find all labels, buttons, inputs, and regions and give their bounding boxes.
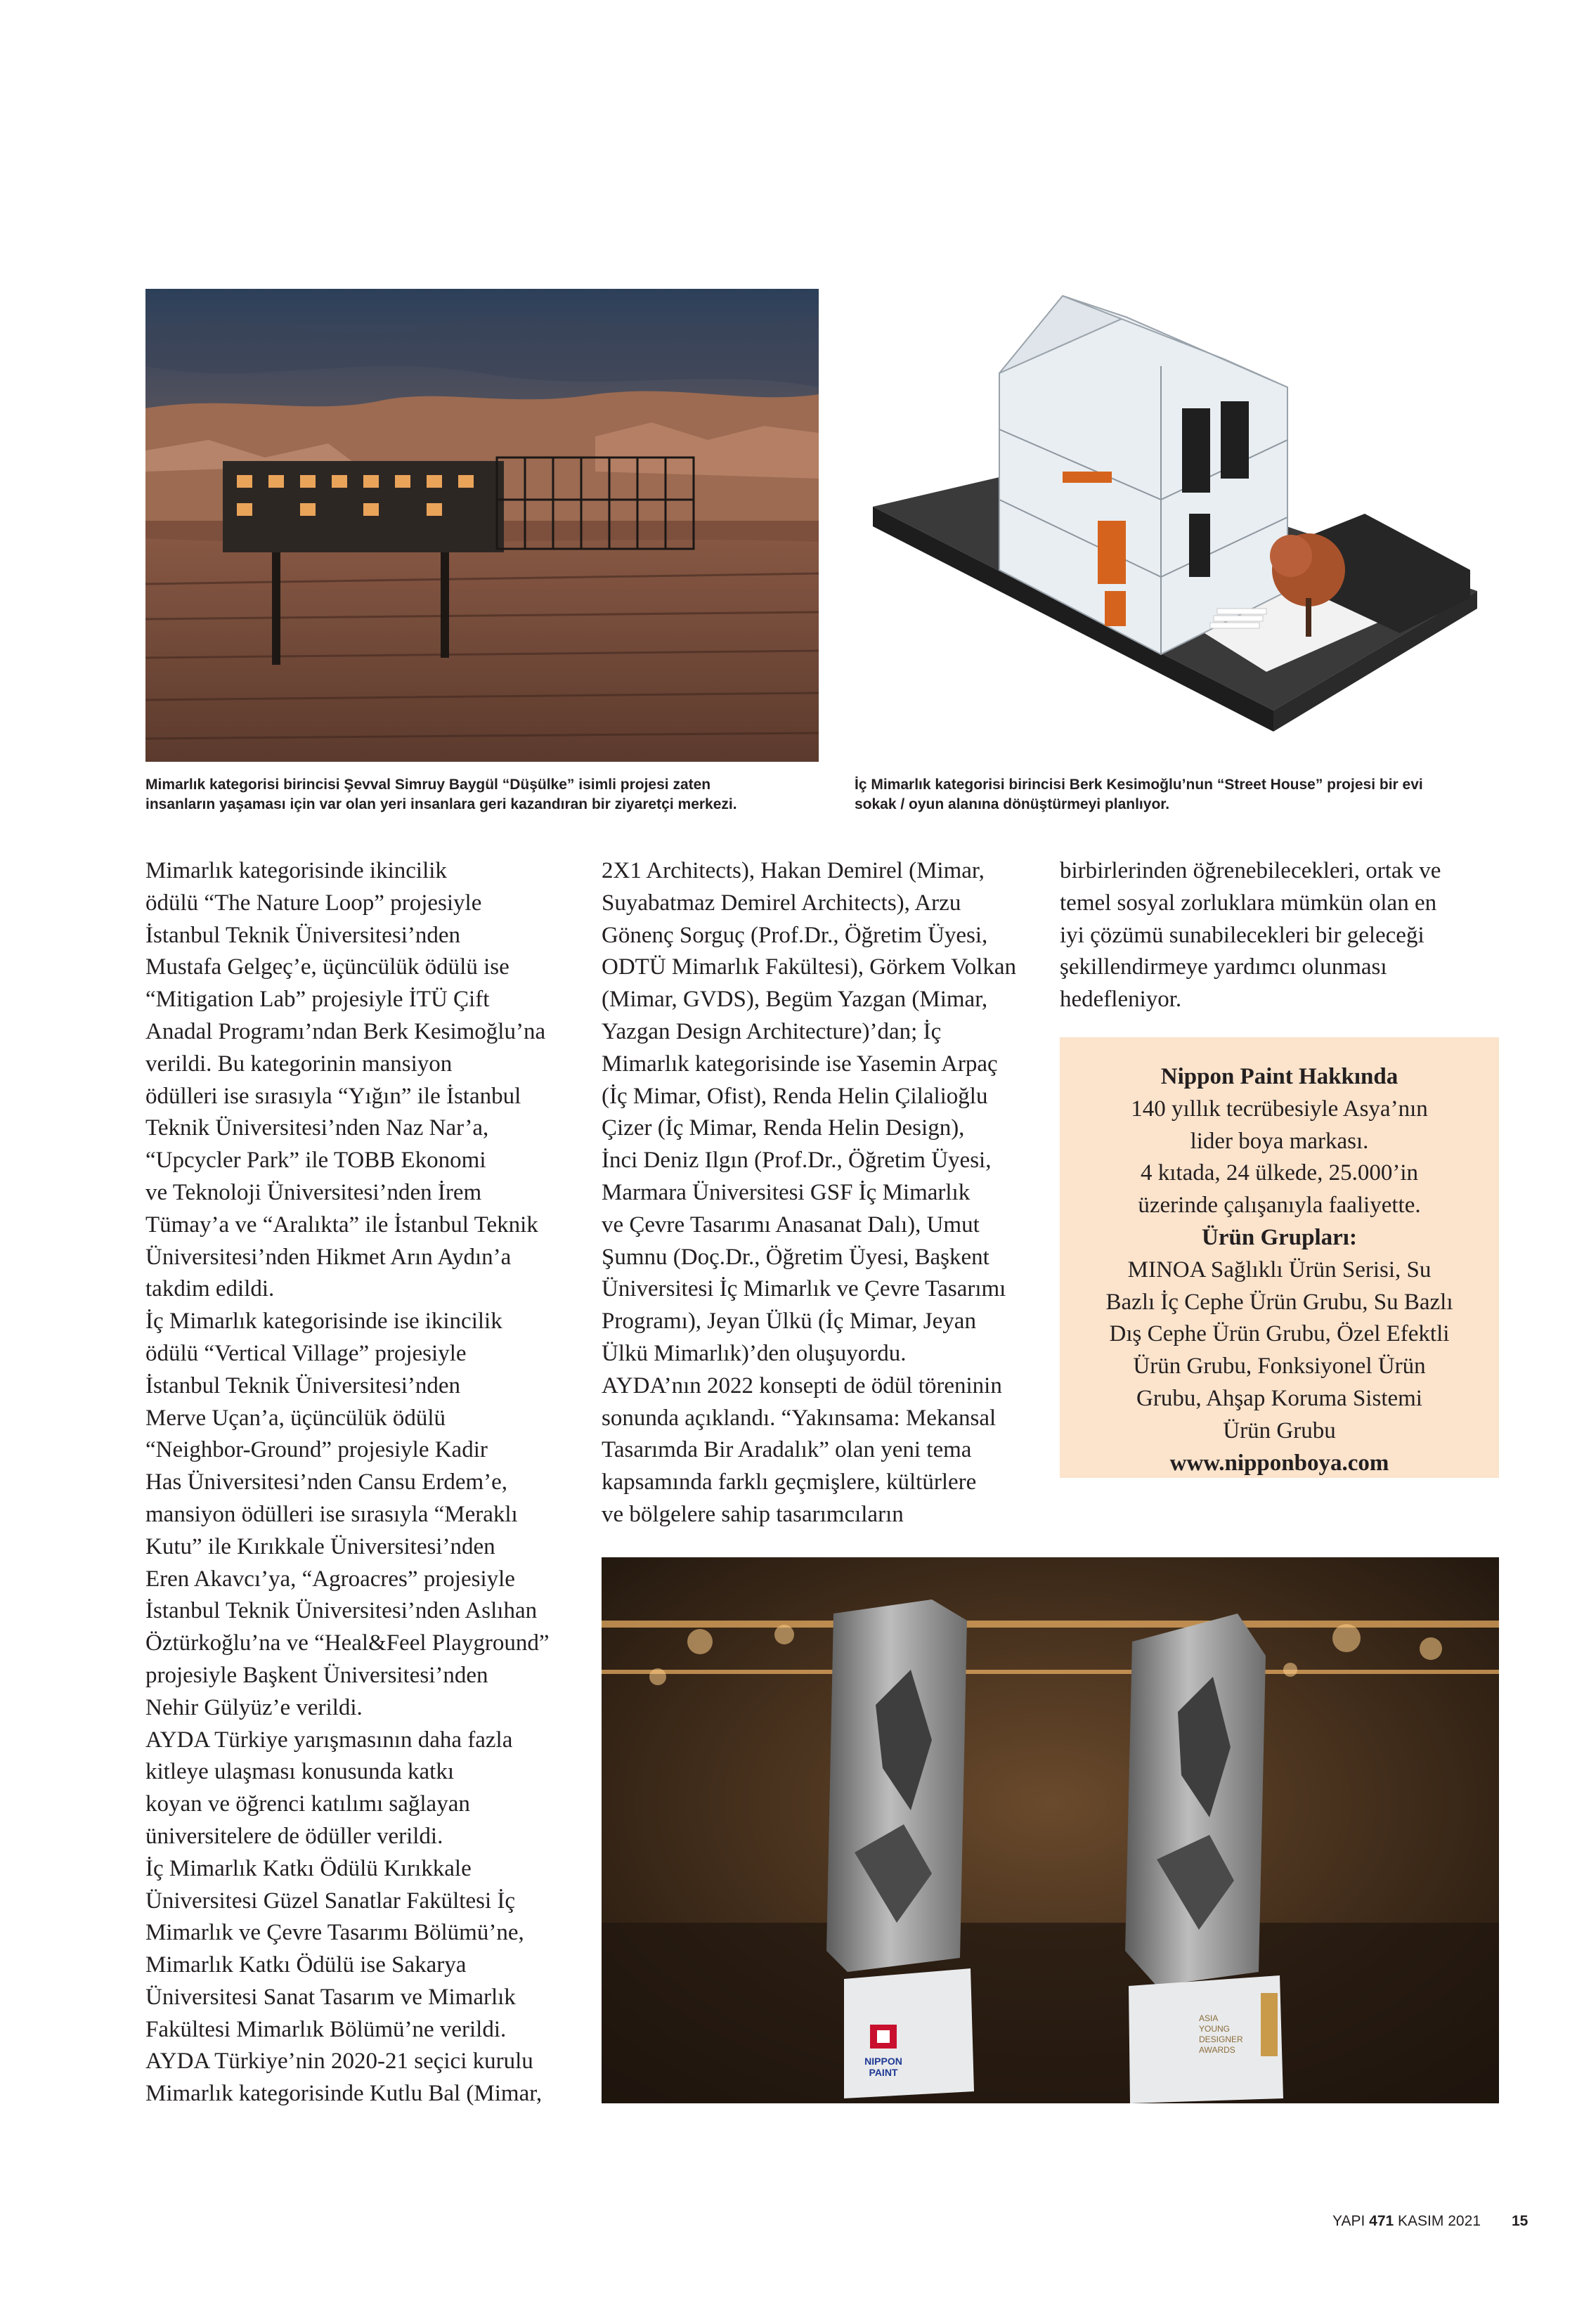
article-column-2	[602, 855, 1016, 1531]
article-line: Tümay’a ve “Aralıkta” ile İstanbul Teknik	[145, 1212, 538, 1238]
article-line: “Upcycler Park” ile TOBB Ekonomi	[145, 1148, 486, 1174]
article-line: kapsamında farklı geçmişlere, kültürlere	[602, 1469, 977, 1495]
article-line: Mimarlık kategorisinde ikincilik	[145, 858, 447, 883]
article-line: Anadal Programı’ndan Berk Kesimoğlu’na	[145, 1018, 546, 1044]
trophy-right	[1125, 1614, 1283, 2103]
photo-caption-left	[145, 775, 819, 814]
article-line: ve bölgelere sahip tasarımcıların	[602, 1501, 904, 1527]
trophy-left	[826, 1599, 974, 2098]
trophy-base-text-6: AWARDS	[1199, 2045, 1235, 2055]
article-line: (Mimar, GVDS), Begüm Yazgan (Mimar,	[602, 987, 988, 1013]
nippon-paint-info-box	[1060, 1037, 1499, 1478]
page-footer	[1332, 2213, 1528, 2230]
trophy-base-text-1: NIPPON	[864, 2056, 902, 2067]
article-line: Kutu” ile Kırıkkale Üniversitesi’nden	[145, 1533, 495, 1559]
info-box-line: lider boya markası.	[1190, 1128, 1369, 1154]
photo-street-house-model	[852, 289, 1498, 762]
article-line: ve Teknoloji Üniversitesi’nden İrem	[145, 1179, 482, 1205]
info-box-description	[1060, 1093, 1499, 1222]
article-line: üniversitelere de ödüller verildi.	[145, 1823, 443, 1849]
caption-line: İç Mimarlık kategorisi birincisi Berk Kesimoğlu’nun “Street House” projesi bir evi	[855, 777, 1423, 793]
article-line: Üniversitesi’nden Hikmet Arın Aydın’a	[145, 1244, 512, 1270]
article-line: Gönenç Sorguç (Prof.Dr., Öğretim Üyesi,	[602, 922, 988, 948]
article-line: takdim edildi.	[145, 1276, 275, 1302]
article-line: Merve Uçan’a, üçüncülük ödülü	[145, 1405, 446, 1431]
article-line: Öztürkoğlu’na ve “Heal&Feel Playground”	[145, 1630, 550, 1656]
article-line: Çizer (İç Mimar, Renda Helin Design),	[602, 1115, 965, 1141]
article-line: 2X1 Architects), Hakan Demirel (Mimar,	[602, 858, 985, 883]
article-line: sonunda açıklandı. “Yakınsama: Mekansal	[602, 1405, 997, 1431]
article-line: projesiyle Başkent Üniversitesi’nden	[145, 1662, 488, 1688]
article-line: “Mitigation Lab” projesiyle İTÜ Çift	[145, 987, 490, 1013]
article-line: İnci Deniz Ilgın (Prof.Dr., Öğretim Üyesi,	[602, 1148, 992, 1174]
article-line: Fakültesi Mimarlık Bölümü’ne verildi.	[145, 2016, 507, 2042]
article-line: Üniversitesi Sanat Tasarım ve Mimarlık	[145, 1984, 516, 2010]
article-line: Ülkü Mimarlık)’den oluşuyordu.	[602, 1340, 907, 1366]
article-line: Marmara Üniversitesi GSF İç Mimarlık	[602, 1179, 971, 1205]
caption-line: sokak / oyun alanına dönüştürmeyi planlıyor.	[855, 796, 1170, 812]
article-line: koyan ve öğrenci katılımı sağlayan	[145, 1791, 470, 1817]
article-line: Mimarlık Katkı Ödülü ise Sakarya	[145, 1952, 467, 1978]
page-number: 15	[1511, 2213, 1529, 2229]
article-line: ödülü “Vertical Village” projesiyle	[145, 1340, 467, 1366]
info-box-line: üzerinde çalışanıyla faaliyette.	[1138, 1193, 1421, 1219]
article-line: (İç Mimar, Ofist), Renda Helin Çilalioğlu	[602, 1083, 988, 1109]
footer-date: KASIM 2021	[1398, 2213, 1481, 2229]
photo-ayda-trophies	[602, 1557, 1499, 2103]
article-line: Mimarlık kategorisinde Kutlu Bal (Mimar,	[145, 2081, 543, 2107]
article-line: AYDA Türkiye’nin 2020-21 seçici kurulu	[145, 2049, 533, 2075]
article-column-1	[145, 855, 550, 2110]
article-line: Has Üniversitesi’nden Cansu Erdem’e,	[145, 1469, 508, 1495]
info-box-line: 140 yıllık tecrübesiyle Asya’nın	[1131, 1096, 1428, 1122]
article-line: Yazgan Design Architecture)’dan; İç	[602, 1018, 942, 1044]
info-box-line: Dış Cephe Ürün Grubu, Özel Efektli	[1109, 1321, 1450, 1347]
article-line: Nehir Gülyüz’e verildi.	[145, 1694, 363, 1720]
article-line: ödülü “The Nature Loop” projesiyle	[145, 890, 482, 916]
article-line: Üniversitesi İç Mimarlık ve Çevre Tasarımı	[602, 1276, 1006, 1302]
caption-line: insanların yaşaması için var olan yeri insanlara geri kazandıran bir ziyaretçi merkezi.	[145, 796, 737, 812]
article-line: Mimarlık ve Çevre Tasarımı Bölümü’ne,	[145, 1920, 524, 1946]
info-box-line: MINOA Sağlıklı Ürün Serisi, Su	[1127, 1257, 1432, 1283]
info-box-subtitle: Ürün Grupları:	[1202, 1224, 1357, 1250]
article-line: İç Mimarlık Katkı Ödülü Kırıkkale	[145, 1855, 472, 1881]
info-box-line: Bazlı İç Cephe Ürün Grubu, Su Bazlı	[1105, 1289, 1453, 1315]
article-line: temel sosyal zorluklara mümkün olan en	[1060, 890, 1437, 916]
info-box-line: 4 kıtada, 24 ülkede, 25.000’in	[1140, 1160, 1418, 1186]
caption-line: Mimarlık kategorisi birincisi Şevval Simruy Baygül “Düşülke” isimli projesi zaten	[145, 777, 711, 793]
article-line: kitleye ulaşması konusunda katkı	[145, 1759, 455, 1785]
article-line: Programı), Jeyan Ülkü (İç Mimar, Jeyan	[602, 1309, 976, 1335]
info-box-product-groups	[1060, 1254, 1499, 1448]
photo-caption-right	[855, 775, 1500, 814]
article-line: birbirlerinden öğrenebilecekleri, ortak ve	[1060, 858, 1441, 883]
info-box-line: Ürün Grubu	[1223, 1417, 1336, 1443]
info-box-title: Nippon Paint Hakkında	[1160, 1064, 1398, 1089]
info-box-line: Grubu, Ahşap Koruma Sistemi	[1136, 1385, 1422, 1411]
footer-magazine: YAPI	[1332, 2213, 1365, 2229]
article-line: hedefleniyor.	[1060, 987, 1182, 1013]
article-line: Teknik Üniversitesi’nden Naz Nar’a,	[145, 1115, 489, 1141]
article-line: AYDA Türkiye yarışmasının daha fazla	[145, 1727, 513, 1753]
article-line: “Neighbor-Ground” projesiyle Kadir	[145, 1437, 488, 1463]
article-line: ve Çevre Tasarımı Anasanat Dalı), Umut	[602, 1212, 980, 1238]
trophy-base-text-2: PAINT	[869, 2067, 898, 2078]
footer-issue: 471	[1369, 2213, 1394, 2229]
article-line: İstanbul Teknik Üniversitesi’nden	[145, 922, 460, 948]
article-line: AYDA’nın 2022 konsepti de ödül töreninin	[602, 1372, 1002, 1398]
article-line: ödülleri ise sırasıyla “Yığın” ile İstanbul	[145, 1083, 521, 1109]
article-line: Eren Akavcı’ya, “Agroacres” projesiyle	[145, 1566, 515, 1592]
info-box-url[interactable]: www.nipponboya.com	[1169, 1450, 1389, 1476]
article-line: mansiyon ödülleri ise sırasıyla “Meraklı	[145, 1501, 518, 1527]
article-line: Tasarımda Bir Aradalık” olan yeni tema	[602, 1437, 972, 1463]
article-line: İstanbul Teknik Üniversitesi’nden Aslıhan	[145, 1598, 538, 1624]
trophy-base-text-5: DESIGNER	[1199, 2034, 1243, 2044]
article-column-3	[1060, 855, 1441, 1016]
article-line: Şumnu (Doç.Dr., Öğretim Üyesi, Başkent	[602, 1244, 989, 1270]
info-box-line: Ürün Grubu, Fonksiyonel Ürün	[1133, 1353, 1426, 1380]
article-line: iyi çözümü sunabilecekleri bir geleceği	[1060, 922, 1425, 948]
article-line: şekillendirmeye yardımcı olunması	[1060, 954, 1387, 980]
article-line: Mustafa Gelgeç’e, üçüncülük ödülü ise	[145, 954, 510, 980]
article-line: Suyabatmaz Demirel Architects), Arzu	[602, 890, 961, 916]
article-line: ODTÜ Mimarlık Fakültesi), Görkem Volkan	[602, 954, 1016, 980]
trophy-base-text-3: ASIA	[1199, 2013, 1219, 2023]
article-line: Mimarlık kategorisinde ise Yasemin Arpaç	[602, 1051, 998, 1077]
article-line: Üniversitesi Güzel Sanatlar Fakültesi İç	[145, 1888, 516, 1914]
article-line: verildi. Bu kategorinin mansiyon	[145, 1051, 453, 1077]
photo-dusulke-visitor-center	[145, 289, 819, 762]
trophy-base-text-4: YOUNG	[1199, 2024, 1231, 2034]
article-line: İç Mimarlık kategorisinde ise ikincilik	[145, 1309, 502, 1335]
article-line: İstanbul Teknik Üniversitesi’nden	[145, 1372, 460, 1398]
